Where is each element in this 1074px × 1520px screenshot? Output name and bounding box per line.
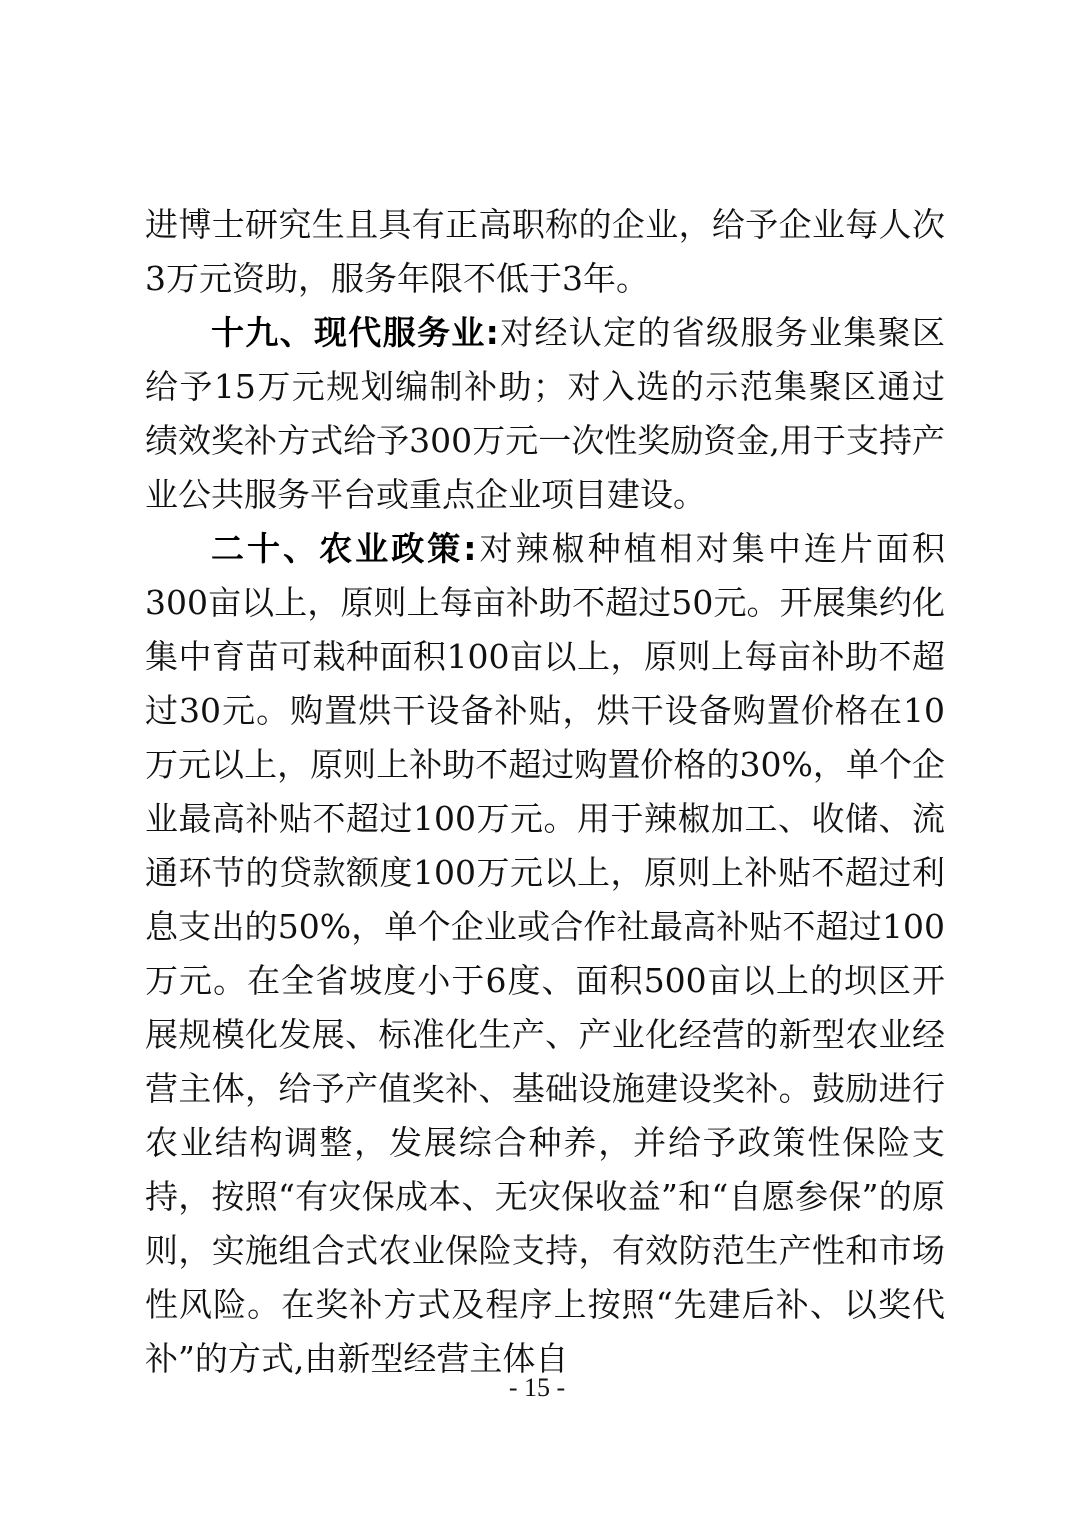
page-number: - 15 - — [508, 1373, 566, 1402]
paragraph-modern-services — [145, 306, 945, 522]
paragraph-agriculture-policy — [145, 522, 945, 1386]
paragraph-text: 进博士研究生且具有正高职称的企业，给予企业每人次3万元资助，服务年限不低于3年。 — [145, 205, 945, 298]
section-heading: 二十、农业政策: — [211, 529, 477, 568]
document-body — [145, 198, 945, 1386]
paragraph-text: 对辣椒种植相对集中连片面积300亩以上，原则上每亩补助不超过50元。开展集约化集中育苗可栽种面积100亩以上，原则上每亩补助不超过30元。购置烘干设备补贴，烘干设备购置价格在10万元以上，原则上补助不超过购置价格的30%，单个企业最高补贴不超过100万元。用于辣椒加工、收储、流通环节的贷款额度100万元以上，原则上补贴不超过利息支出的50%，单个企业或合作社最高补贴不超过100万元。在全省坡度小于6度、面积500亩以上的坝区开展规模化发展、标准化生产、产业化经营的新型农业经营主体，给予产值奖补、基础设施建设奖补。鼓励进行农业结构调整，发展综合种养，并给予政策性保险支持，按照“有灾保成本、无灾保收益”和“自愿参保”的原则，实施组合式农业保险支持，有效防范生产性和市场性风险。在奖补方式及程序上按照“先建后补、以奖代补”的方式,由新型经营主体自 — [145, 529, 946, 1378]
paragraph-continuation — [145, 198, 945, 306]
paragraph-text: 对经认定的省级服务业集聚区给予15万元规划编制补助；对入选的示范集聚区通过绩效奖补方式给予300万元一次性奖励资金,用于支持产业公共服务平台或重点企业项目建设。 — [145, 313, 946, 514]
section-heading: 十九、现代服务业: — [211, 313, 499, 352]
